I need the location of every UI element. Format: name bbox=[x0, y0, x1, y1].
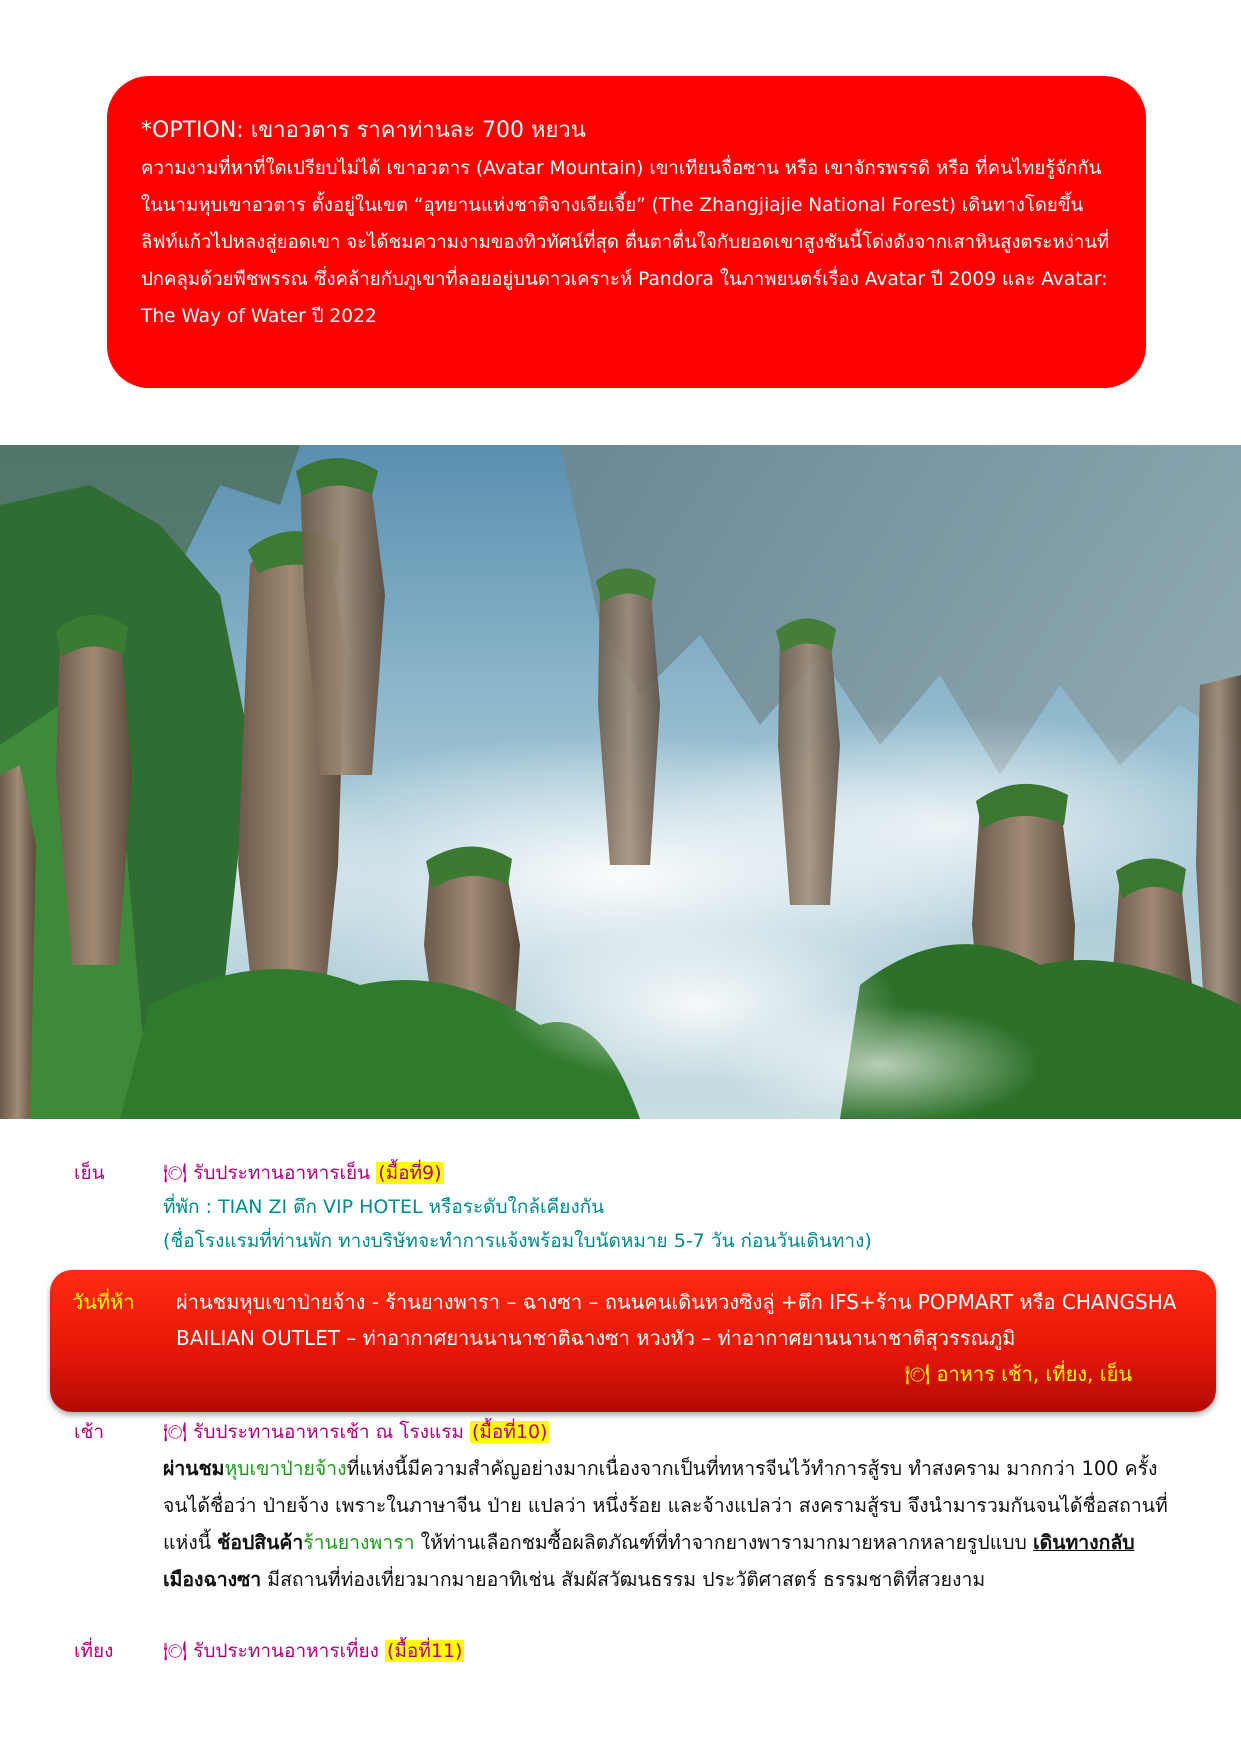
day-five-meals: 🍽 อาหาร เช้า, เที่ยง, เย็น bbox=[904, 1362, 1132, 1386]
breakfast-row bbox=[163, 1415, 549, 1449]
day-five-route: ผ่านชมหุบเขาป่ายจ้าง - ร้านยางพารา – ฉางซา – ถนนคนเดินหวงซิงลู่ +ตึก IFS+ร้าน POPMART หรือ CHANGSHA BAILIAN OUTLET – ท่าอากาศยานนานาชาติฉางซา หวงหัว – ท่าอากาศยานนานาชาติสุวรรณภูมิ bbox=[176, 1290, 1177, 1350]
plate-icon: 🍽 bbox=[163, 1421, 188, 1443]
day-five-banner bbox=[50, 1270, 1216, 1412]
desc-valley-text: ที่แห่งนี้มีความสำคัญอย่างมากเนื่องจากเป็นที่ทหารจีนไว้ทำการสู้รบ ทำสงคราม มากกว่า 100 ครั้ง จนได้ชื่อว่า ป่ายจ้าง เพราะในภาษาจีน ป่าย แปลว่า หนึ่งร้อย และจ้างแปลว่า สงครามสู้รบ จึงนำมารวมกันจนได้ชื่อสถานที่แห่งนี้ bbox=[163, 1457, 1168, 1554]
breakfast-meal-number: (มื้อที่10) bbox=[472, 1421, 548, 1443]
desc-rubber-text: ให้ท่านเลือกชมซื้อผลิตภัณฑ์ที่ทำจากยางพารามากมายหลากหลายรูปแบบ bbox=[414, 1531, 1033, 1554]
option-title: *OPTION: เขาอวตาร ราคาท่านละ 700 หยวน bbox=[141, 118, 586, 143]
day-five-label: วันที่ห้า bbox=[72, 1290, 135, 1314]
desc-bold-shop: ช้อปสินค้า bbox=[217, 1531, 304, 1554]
day-five-description bbox=[163, 1450, 1173, 1598]
mountain-landscape-image bbox=[0, 445, 1241, 1119]
hotel-note: (ชื่อโรงแรมที่ท่านพัก ทางบริษัทจะทำการแจ้งพร้อมใบนัดหมาย 5-7 วัน ก่อนวันเดินทาง) bbox=[163, 1230, 872, 1252]
option-box bbox=[107, 76, 1146, 388]
lunch-label: เที่ยง bbox=[74, 1640, 114, 1662]
plate-icon: 🍽 bbox=[163, 1162, 188, 1184]
option-description: ความงามที่หาที่ใดเปรียบไม่ได้ เขาอวตาร (Avatar Mountain) เขาเทียนจื่อซาน หรือ เขาจักรพรรดิ หรือ ที่คนไทยรู้จักกันในนามหุบเขาอวตาร ตั้งอยู่ในเขต “อุทยานแห่งชาติจางเจียเจี้ย” (The Zhangjiajie National Forest) เดินทางโดยขึ้นลิฟท์แก้วไปหลงสู่ยอดเขา จะได้ชมความงามของทิวทัศน์ที่สุด ตื่นตาตื่นใจกับยอดเขาสูงชันนี้โด่งดังจากเสาหินสูงตระหง่านที่ปกคลุมด้วยพืชพรรณ ซึ่งคล้ายกับภูเขาที่ลอยอยู่บนดาวเคราะห์ Pandora ในภาพยนตร์เรื่อง Avatar ปี 2009 และ Avatar: The Way of Water ปี 2022 bbox=[141, 158, 1110, 327]
desc-bold-pass: ผ่านชม bbox=[163, 1457, 225, 1480]
lunch-meal-number: (มื้อที่11) bbox=[387, 1640, 463, 1662]
dinner-label: เย็น bbox=[74, 1162, 105, 1184]
desc-city-text: มีสถานที่ท่องเที่ยวมากมายอาทิเช่น สัมผัสวัฒนธรรม ประวัติศาสตร์ ธรรมชาติที่สวยงาม bbox=[261, 1568, 986, 1591]
breakfast-text: รับประทานอาหารเช้า ณ โรงแรม bbox=[193, 1421, 464, 1443]
desc-rubber-shop: ร้านยางพารา bbox=[303, 1531, 415, 1554]
desc-valley-name: หุบเขาป่ายจ้าง bbox=[224, 1457, 347, 1480]
mountain-landscape-icon bbox=[0, 445, 1241, 1119]
plate-icon: 🍽 bbox=[163, 1640, 188, 1662]
dinner-meal-number: (มื้อที่9) bbox=[378, 1162, 442, 1184]
dinner-text: รับประทานอาหารเย็น bbox=[193, 1162, 371, 1184]
hotel-text: ที่พัก : TIAN ZI ตึก VIP HOTEL หรือระดับใกล้เคียงกัน bbox=[163, 1196, 605, 1218]
breakfast-label: เช้า bbox=[74, 1421, 105, 1443]
lunch-text: รับประทานอาหารเที่ยง bbox=[193, 1640, 379, 1662]
lunch-row bbox=[163, 1634, 464, 1668]
desc-bold-return: เดินทางกลับ bbox=[1032, 1531, 1135, 1554]
dinner-row bbox=[163, 1156, 444, 1190]
desc-bold-city: เมืองฉางซา bbox=[163, 1568, 262, 1591]
